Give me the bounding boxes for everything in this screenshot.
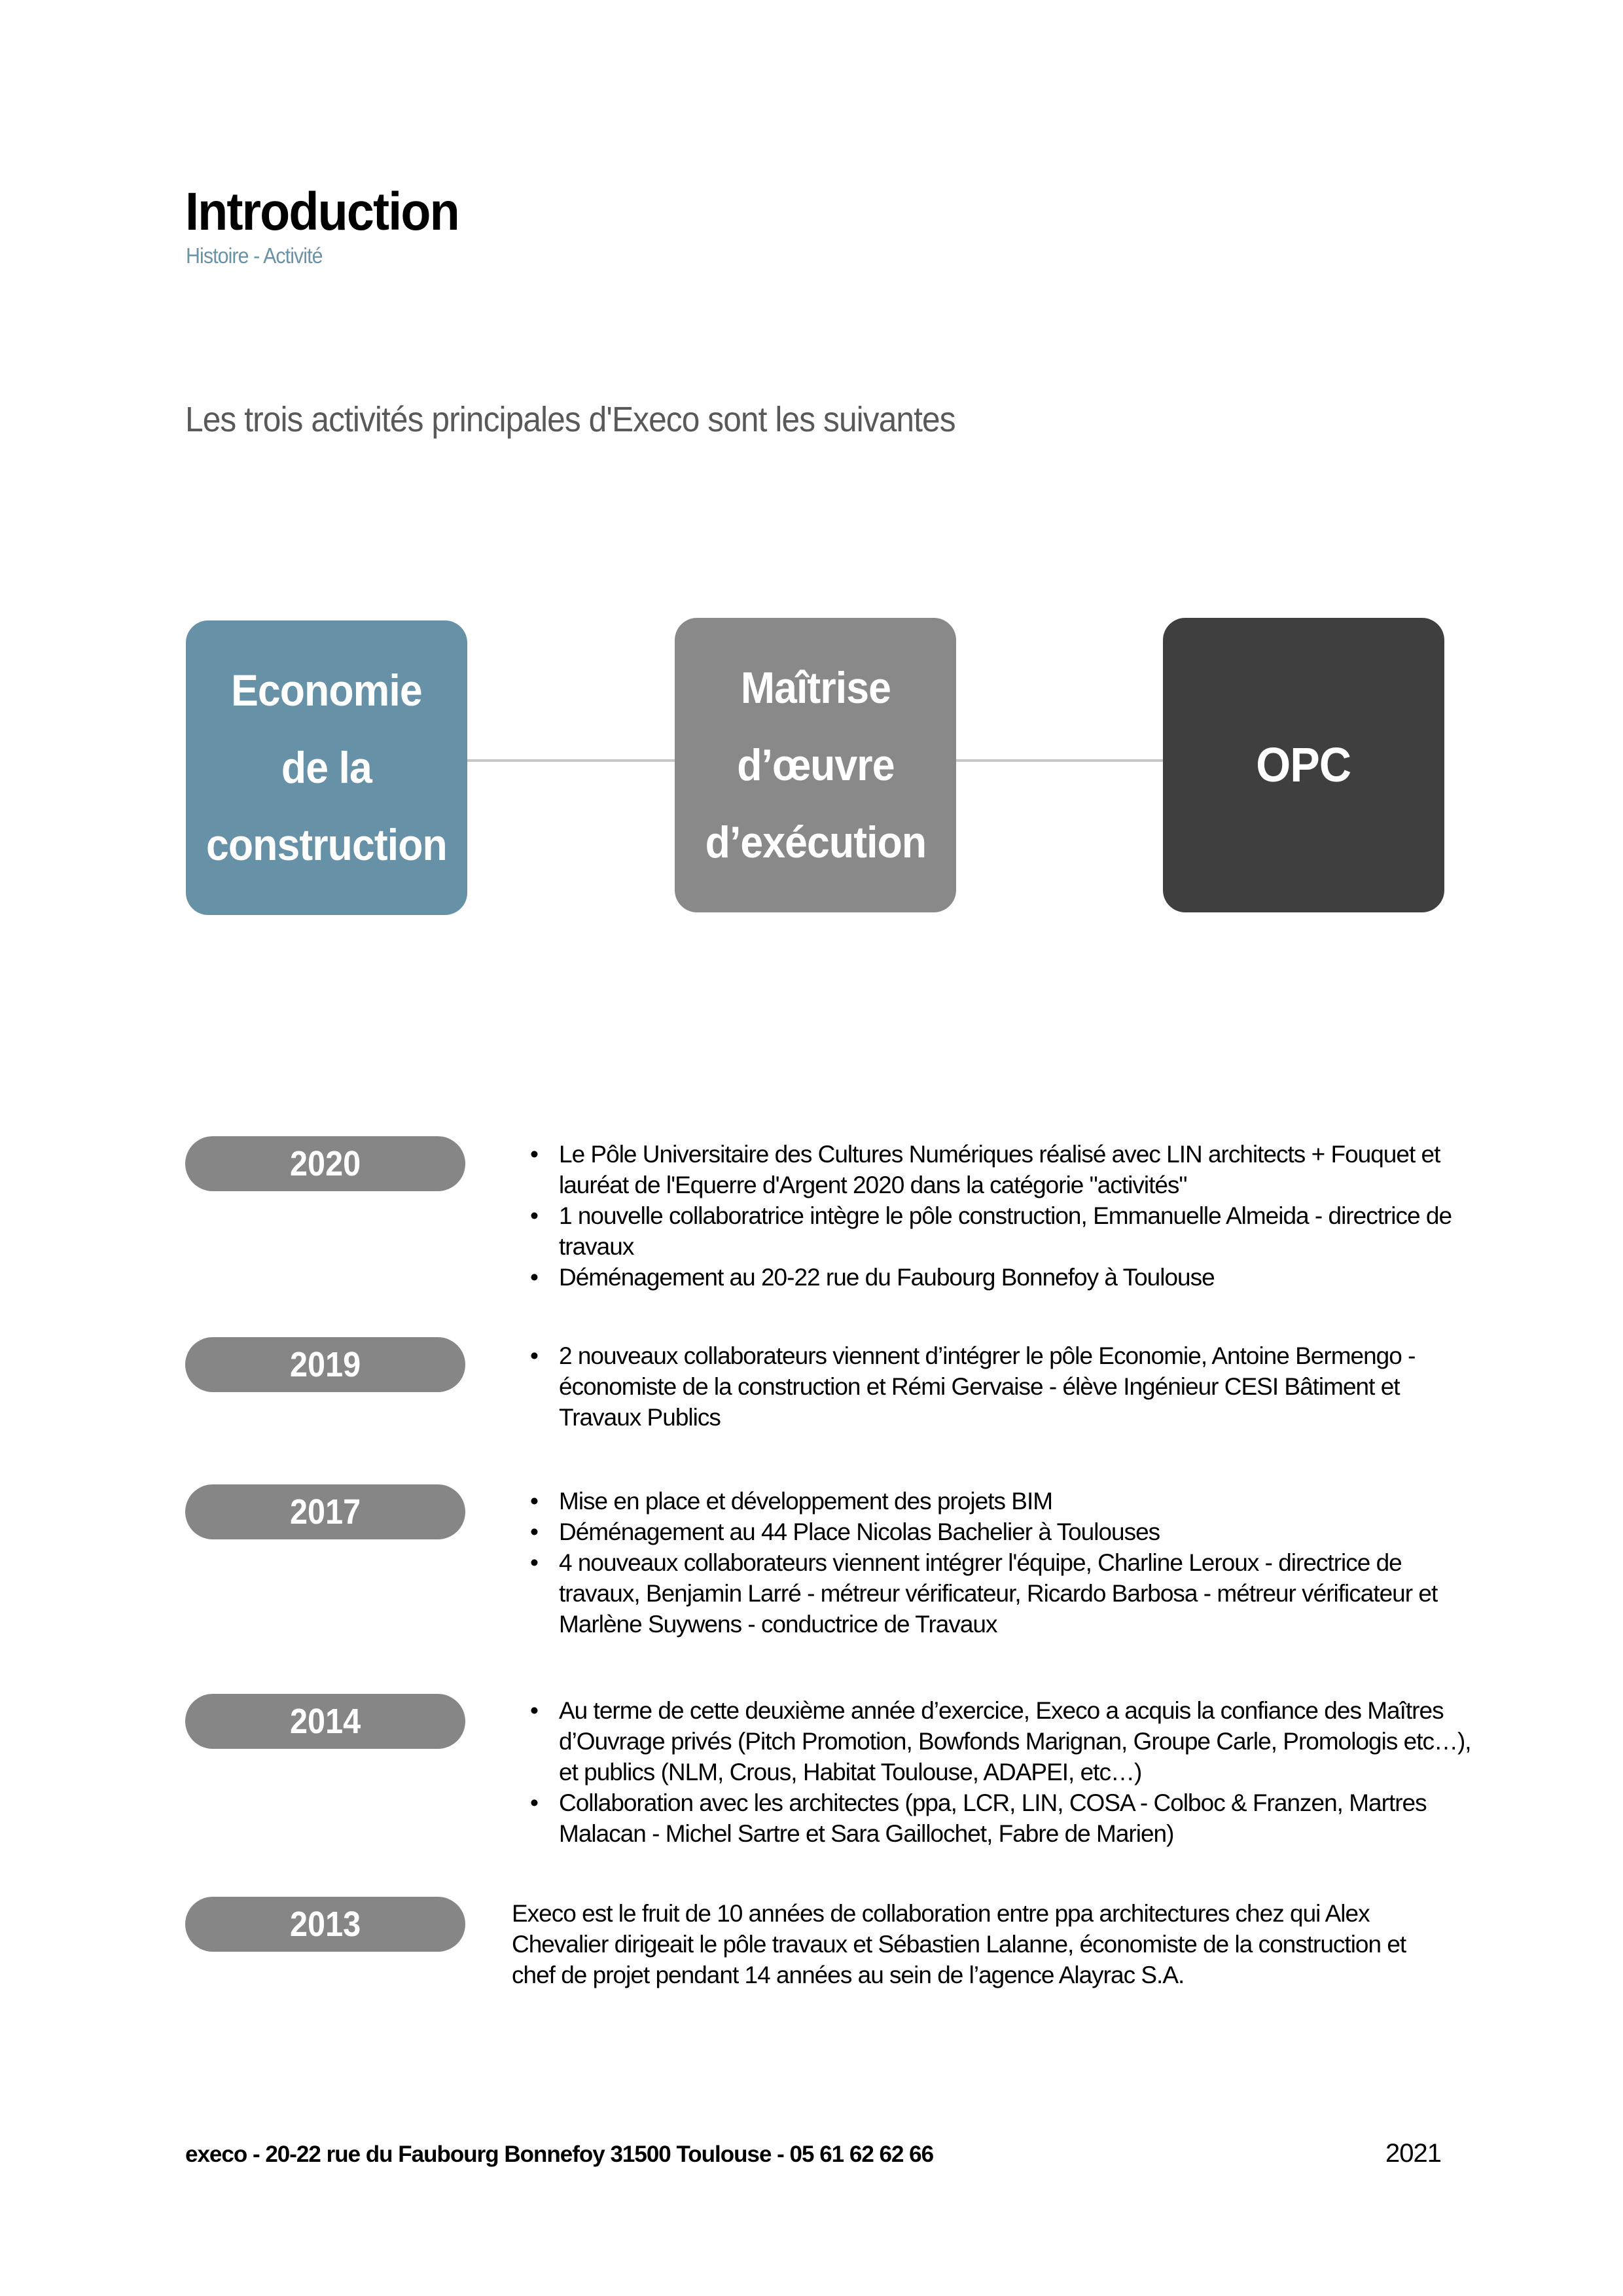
year-badge-2019 [185, 1337, 465, 1392]
activity-maitrise-label: Maîtrise d’œuvre d’exécution [705, 663, 926, 867]
year-label: 2019 [289, 1345, 361, 1384]
activity-maitrise-box [675, 618, 956, 912]
year-label: 2014 [289, 1702, 361, 1741]
list-item: • 1 nouvelle collaboratrice intègre le pôle construction, Emmanuelle Almeida - directrice de travaux [530, 1200, 1486, 1262]
timeline-2013-text: Execo est le fruit de 10 années de collaboration entre ppa architectures chez qui Alex Chevalier dirigeait le pôle travaux et Sébastien Lalanne, économiste de la construction et chef de projet pendant 14 années au sein de l’agence Alayrac S.A. [512, 1900, 1406, 1988]
timeline-2017-list [530, 1486, 1486, 1640]
list-item: • Déménagement au 20-22 rue du Faubourg Bonnefoy à Toulouse [530, 1262, 1486, 1293]
list-item: • Mise en place et développement des projets BIM [530, 1486, 1486, 1516]
activity-opc-label: OPC [1256, 738, 1351, 792]
list-item: • Au terme de cette deuxième année d’exercice, Execo a acquis la confiance des Maîtres d’Ouvrage privés (Pitch Promotion, Bowfonds Marignan, Groupe Carle, Promologis etc…), et publics (NLM, Crous, Habitat Toulouse, ADAPEI, etc…) [530, 1695, 1486, 1787]
year-badge-2017 [185, 1484, 465, 1539]
activity-economie-label: Economie de la construction [206, 666, 447, 870]
timeline-2014-list [530, 1695, 1486, 1849]
footer-address: execo - 20-22 rue du Faubourg Bonnefoy 31500 Toulouse - 05 61 62 62 66 [185, 2142, 934, 2167]
intro-text: Les trois activités principales d'Execo sont les suivantes [185, 400, 955, 439]
list-item: • 4 nouveaux collaborateurs viennent intégrer l'équipe, Charline Leroux - directrice de travaux, Benjamin Larré - métreur vérificateur, Ricardo Barbosa - métreur vérificateur et Marlène Suywens - conductrice de Travaux [530, 1547, 1486, 1640]
year-badge-2014 [185, 1694, 465, 1749]
page-title: Introduction [185, 182, 459, 242]
year-label: 2020 [289, 1144, 361, 1183]
activity-opc-box [1163, 618, 1444, 912]
year-badge-2020 [185, 1136, 465, 1191]
timeline-2019-list [530, 1340, 1486, 1433]
page-subtitle: Histoire - Activité [186, 243, 323, 268]
footer-year: 2021 [1385, 2139, 1441, 2168]
list-item: • 2 nouveaux collaborateurs viennent d’intégrer le pôle Economie, Antoine Bermengo - économiste de la construction et Rémi Gervaise - élève Ingénieur CESI Bâtiment et Travaux Publics [530, 1340, 1486, 1433]
list-item: • Déménagement au 44 Place Nicolas Bachelier à Toulouses [530, 1516, 1486, 1547]
activity-economie-box [186, 620, 467, 915]
activity-connector-1 [467, 759, 675, 762]
year-badge-2013 [185, 1897, 465, 1952]
list-item: • Le Pôle Universitaire des Cultures Numériques réalisé avec LIN architects + Fouquet et lauréat de l'Equerre d'Argent 2020 dans la catégorie "activités" [530, 1139, 1486, 1200]
year-label: 2017 [289, 1492, 361, 1532]
timeline-2020-list [530, 1139, 1486, 1293]
activity-connector-2 [956, 759, 1163, 762]
list-item: • Collaboration avec les architectes (ppa, LCR, LIN, COSA - Colboc & Franzen, Martres Malacan - Michel Sartre et Sara Gaillochet, Fabre de Marien) [530, 1787, 1486, 1849]
year-label: 2013 [289, 1905, 361, 1944]
